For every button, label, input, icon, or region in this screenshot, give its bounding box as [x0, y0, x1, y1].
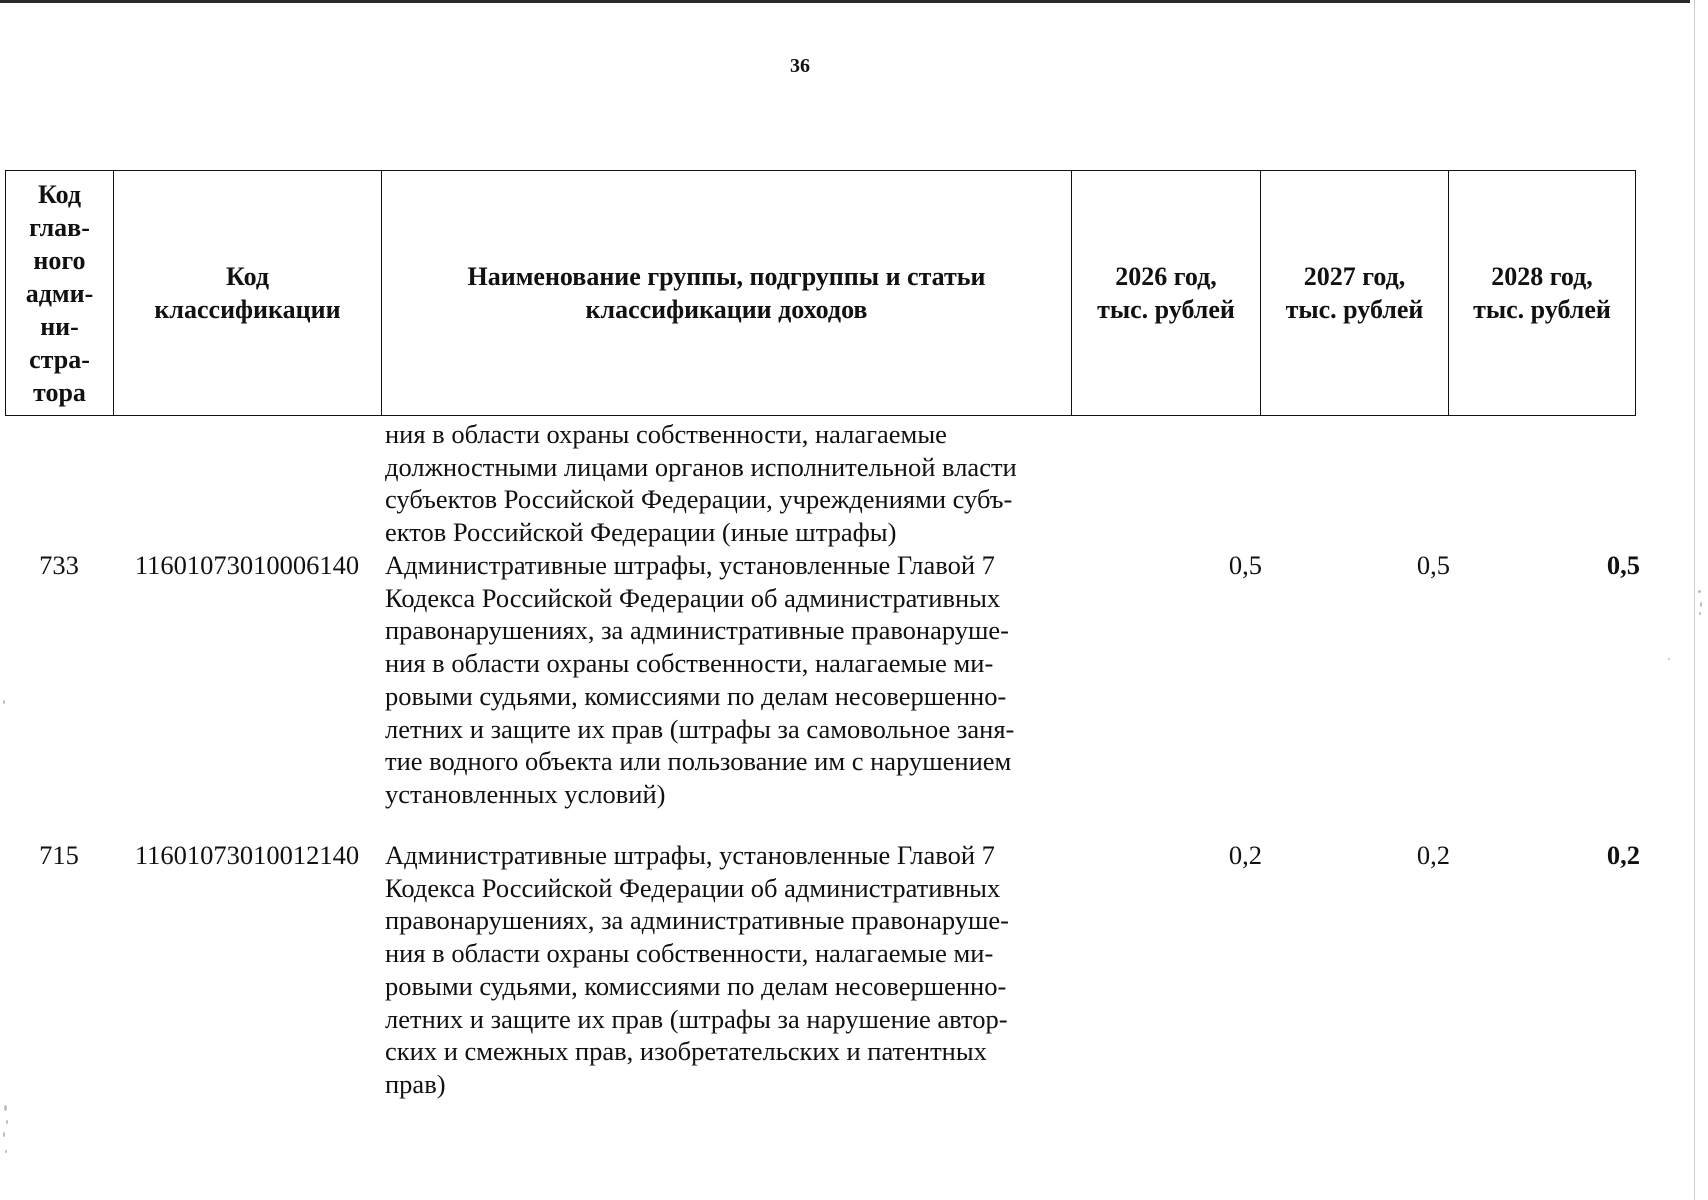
header-year-2028-label: 2028 год, тыс. рублей — [1473, 262, 1611, 324]
header-admin-code-label: Код глав- ного адми- ни- стра- тора — [25, 179, 94, 407]
scan-speck — [5, 1150, 7, 1153]
scan-speck — [3, 700, 5, 704]
header-admin-code — [6, 171, 114, 416]
classification-code-cell: 11601073010006140 — [134, 550, 360, 580]
header-year-2026 — [1072, 171, 1261, 416]
year-2027-cell: 0,2 — [1416, 840, 1450, 870]
top-border-line — [0, 0, 1690, 3]
scan-speck — [6, 1120, 8, 1124]
header-income-name — [382, 171, 1072, 416]
admin-code-cell: 733 — [39, 550, 79, 580]
admin-code-cell: 715 — [39, 840, 79, 870]
header-classification-code-label: Код классификации — [154, 262, 341, 324]
income-name-cell: Административные штрафы, установленные Главой 7 Кодекса Российской Федерации об административных правонарушениях, за административные правонаруше- ния в области охраны собственности, налагаемые ми- ровыми судьями, комиссиями по делам несовершенно- летних и защите их прав (штрафы за самовольное заня- тие водного объекта или пользование им с нарушением установленных условий) — [385, 550, 1015, 809]
continuation-text: ния в области охраны собственности, налагаемые должностными лицами органов исполнительной власти субъектов Российской Федерации, учреждениями субъ- ектов Российской Федерации (иные штрафы) — [385, 419, 1017, 548]
year-2026-cell: 0,5 — [1228, 550, 1262, 580]
scan-speck — [1698, 590, 1701, 593]
scan-speck — [3, 1132, 5, 1137]
scan-speck — [1699, 612, 1701, 615]
year-2026-cell: 0,2 — [1228, 840, 1262, 870]
table-header — [5, 170, 1636, 416]
header-year-2027 — [1261, 171, 1449, 416]
year-2028-cell: 0,2 — [1606, 840, 1640, 870]
classification-code-cell: 11601073010012140 — [134, 840, 360, 870]
header-row — [6, 171, 1636, 416]
year-2027-cell: 0,5 — [1416, 550, 1450, 580]
year-2028-cell: 0,5 — [1606, 550, 1640, 580]
header-year-2028 — [1449, 171, 1636, 416]
scan-speck — [1700, 602, 1702, 607]
income-name-cell: Административные штрафы, установленные Главой 7 Кодекса Российской Федерации об административных правонарушениях, за административные правонаруше- ния в области охраны собственности, налагаемые ми- ровыми судьями, комиссиями по делам несовершенно- летних и защите их прав (штрафы за нарушение автор- ских и смежных прав, изобретательских и патентных прав) — [385, 840, 1010, 1099]
page-edge-line — [1694, 0, 1695, 1200]
scan-speck — [4, 1105, 7, 1111]
header-classification-code — [114, 171, 382, 416]
header-income-name-label: Наименование группы, подгруппы и статьи классификации доходов — [467, 262, 986, 324]
header-year-2027-label: 2027 год, тыс. рублей — [1285, 262, 1424, 324]
page-number: 36 — [790, 55, 810, 77]
scan-speck — [1668, 658, 1670, 660]
header-year-2026-label: 2026 год, тыс. рублей — [1097, 262, 1235, 324]
